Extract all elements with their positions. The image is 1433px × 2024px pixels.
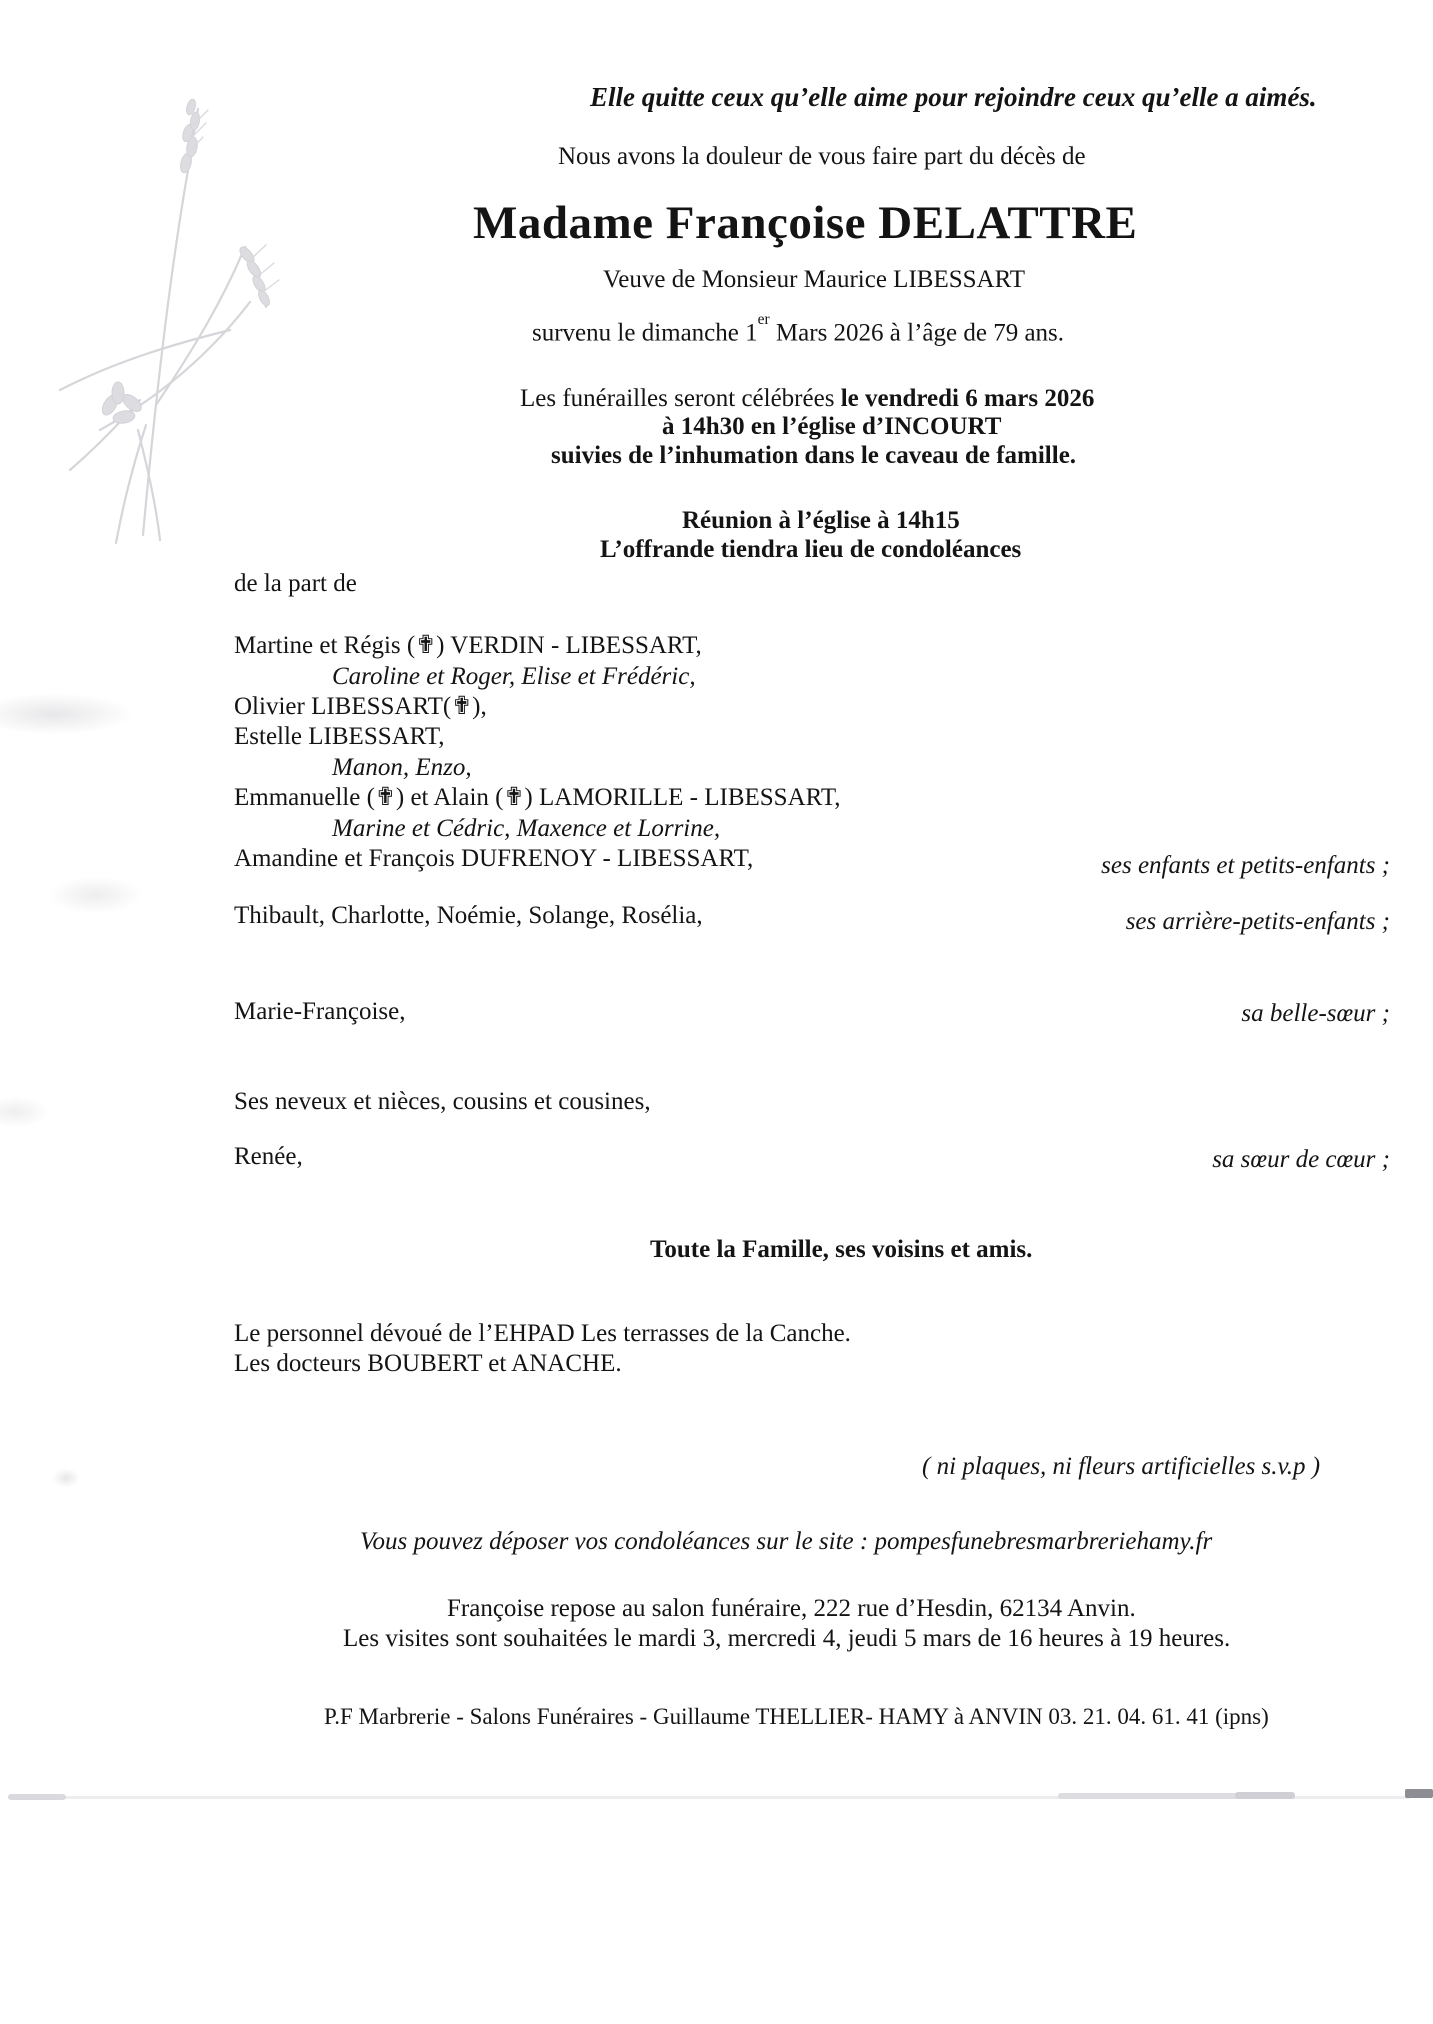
deceased-name: Madame Françoise DELATTRE — [473, 197, 1138, 249]
scan-smudge — [0, 1096, 50, 1128]
condolences-site-line: Vous pouvez déposer vos condoléances sur le site : pompesfunebresmarbreriehamy.fr — [360, 1528, 1213, 1555]
funeral-line-1 — [520, 385, 1094, 414]
family-row-grandchildren: Manon, Enzo, — [332, 754, 472, 781]
death-date-post: Mars 2026 à l’âge de 79 ans. — [769, 319, 1065, 347]
death-date-pre: survenu le dimanche 1 — [532, 319, 758, 347]
family-row: Ses neveux et nièces, cousins et cousines, — [234, 1088, 651, 1115]
ordinal-superscript: er — [757, 311, 770, 329]
widow-line: Veuve de Monsieur Maurice LIBESSART — [603, 266, 1026, 293]
family-row: Renée, — [234, 1143, 303, 1170]
meeting-line-2: L’offrande tiendra lieu de condoléances — [600, 536, 1022, 563]
acknowledgment-doctors: Les docteurs BOUBERT et ANACHE. — [234, 1350, 622, 1377]
scan-smudge — [48, 876, 143, 914]
scan-smudge — [0, 693, 135, 735]
scan-artifact — [8, 1794, 66, 1800]
family-row-grandchildren: Caroline et Roger, Elise et Frédéric, — [332, 663, 696, 690]
family-row-grandchildren: Marine et Cédric, Maxence et Lorrine, — [332, 815, 721, 842]
meeting-line-1: Réunion à l’église à 14h15 — [682, 507, 960, 534]
family-row: Martine et Régis (✟) VERDIN - LIBESSART, — [234, 632, 702, 659]
family-row: Estelle LIBESSART, — [234, 723, 445, 750]
epitaph-quote: Elle quitte ceux qu’elle aime pour rejoindre ceux qu’elle a aimés. — [590, 82, 1317, 112]
scan-artifact — [1058, 1793, 1293, 1799]
relation-label-sister-in-law: sa belle-sœur ; — [1241, 1000, 1390, 1027]
no-flowers-note: ( ni plaques, ni fleurs artificielles s.v.p ) — [922, 1453, 1321, 1480]
family-row: Emmanuelle (✟) et Alain (✟) LAMORILLE - LIBESSART, — [234, 784, 841, 811]
wheat-sprig-sketch-image — [38, 95, 298, 555]
funeral-line-3: suivies de l’inhumation dans le caveau de famille. — [551, 442, 1077, 469]
family-row: Olivier LIBESSART(✟), — [234, 693, 487, 720]
family-row: Thibault, Charlotte, Noémie, Solange, Rosélia, — [234, 902, 703, 929]
funeral-home-footer: P.F Marbrerie - Salons Funéraires - Guillaume THELLIER- HAMY à ANVIN 03. 21. 04. 61. 41 (ipns) — [324, 1704, 1269, 1729]
relation-label-great-grandchildren: ses arrière-petits-enfants ; — [1125, 908, 1390, 935]
funeral-line-1-bold: le vendredi 6 mars 2026 — [840, 385, 1095, 412]
funeral-line-2: à 14h30 en l’église d’INCOURT — [662, 413, 1002, 440]
visits-line: Les visites sont souhaitées le mardi 3, mercredi 4, jeudi 5 mars de 16 heures à 19 heures. — [343, 1625, 1231, 1652]
acknowledgment-ehpad: Le personnel dévoué de l’EHPAD Les terrasses de la Canche. — [234, 1320, 851, 1347]
relation-label-heart-sister: sa sœur de cœur ; — [1212, 1146, 1390, 1173]
announcement-intro: Nous avons la douleur de vous faire part du décès de — [558, 143, 1086, 170]
scan-artifact — [1235, 1792, 1295, 1799]
scan-smudge — [52, 1468, 80, 1488]
death-date-line — [532, 311, 1065, 348]
from-label: de la part de — [234, 570, 357, 597]
funeral-line-1-normal: Les funérailles seront célébrées — [520, 385, 841, 412]
repose-line: Françoise repose au salon funéraire, 222 rue d’Hesdin, 62134 Anvin. — [447, 1595, 1136, 1622]
scan-artifact — [1405, 1789, 1433, 1798]
page-bottom-scan-line — [8, 1796, 1410, 1799]
family-row: Marie-Françoise, — [234, 998, 406, 1025]
relation-label-children: ses enfants et petits-enfants ; — [1101, 852, 1390, 879]
family-closing-line: Toute la Famille, ses voisins et amis. — [650, 1236, 1033, 1263]
family-row: Amandine et François DUFRENOY - LIBESSART, — [234, 845, 754, 872]
